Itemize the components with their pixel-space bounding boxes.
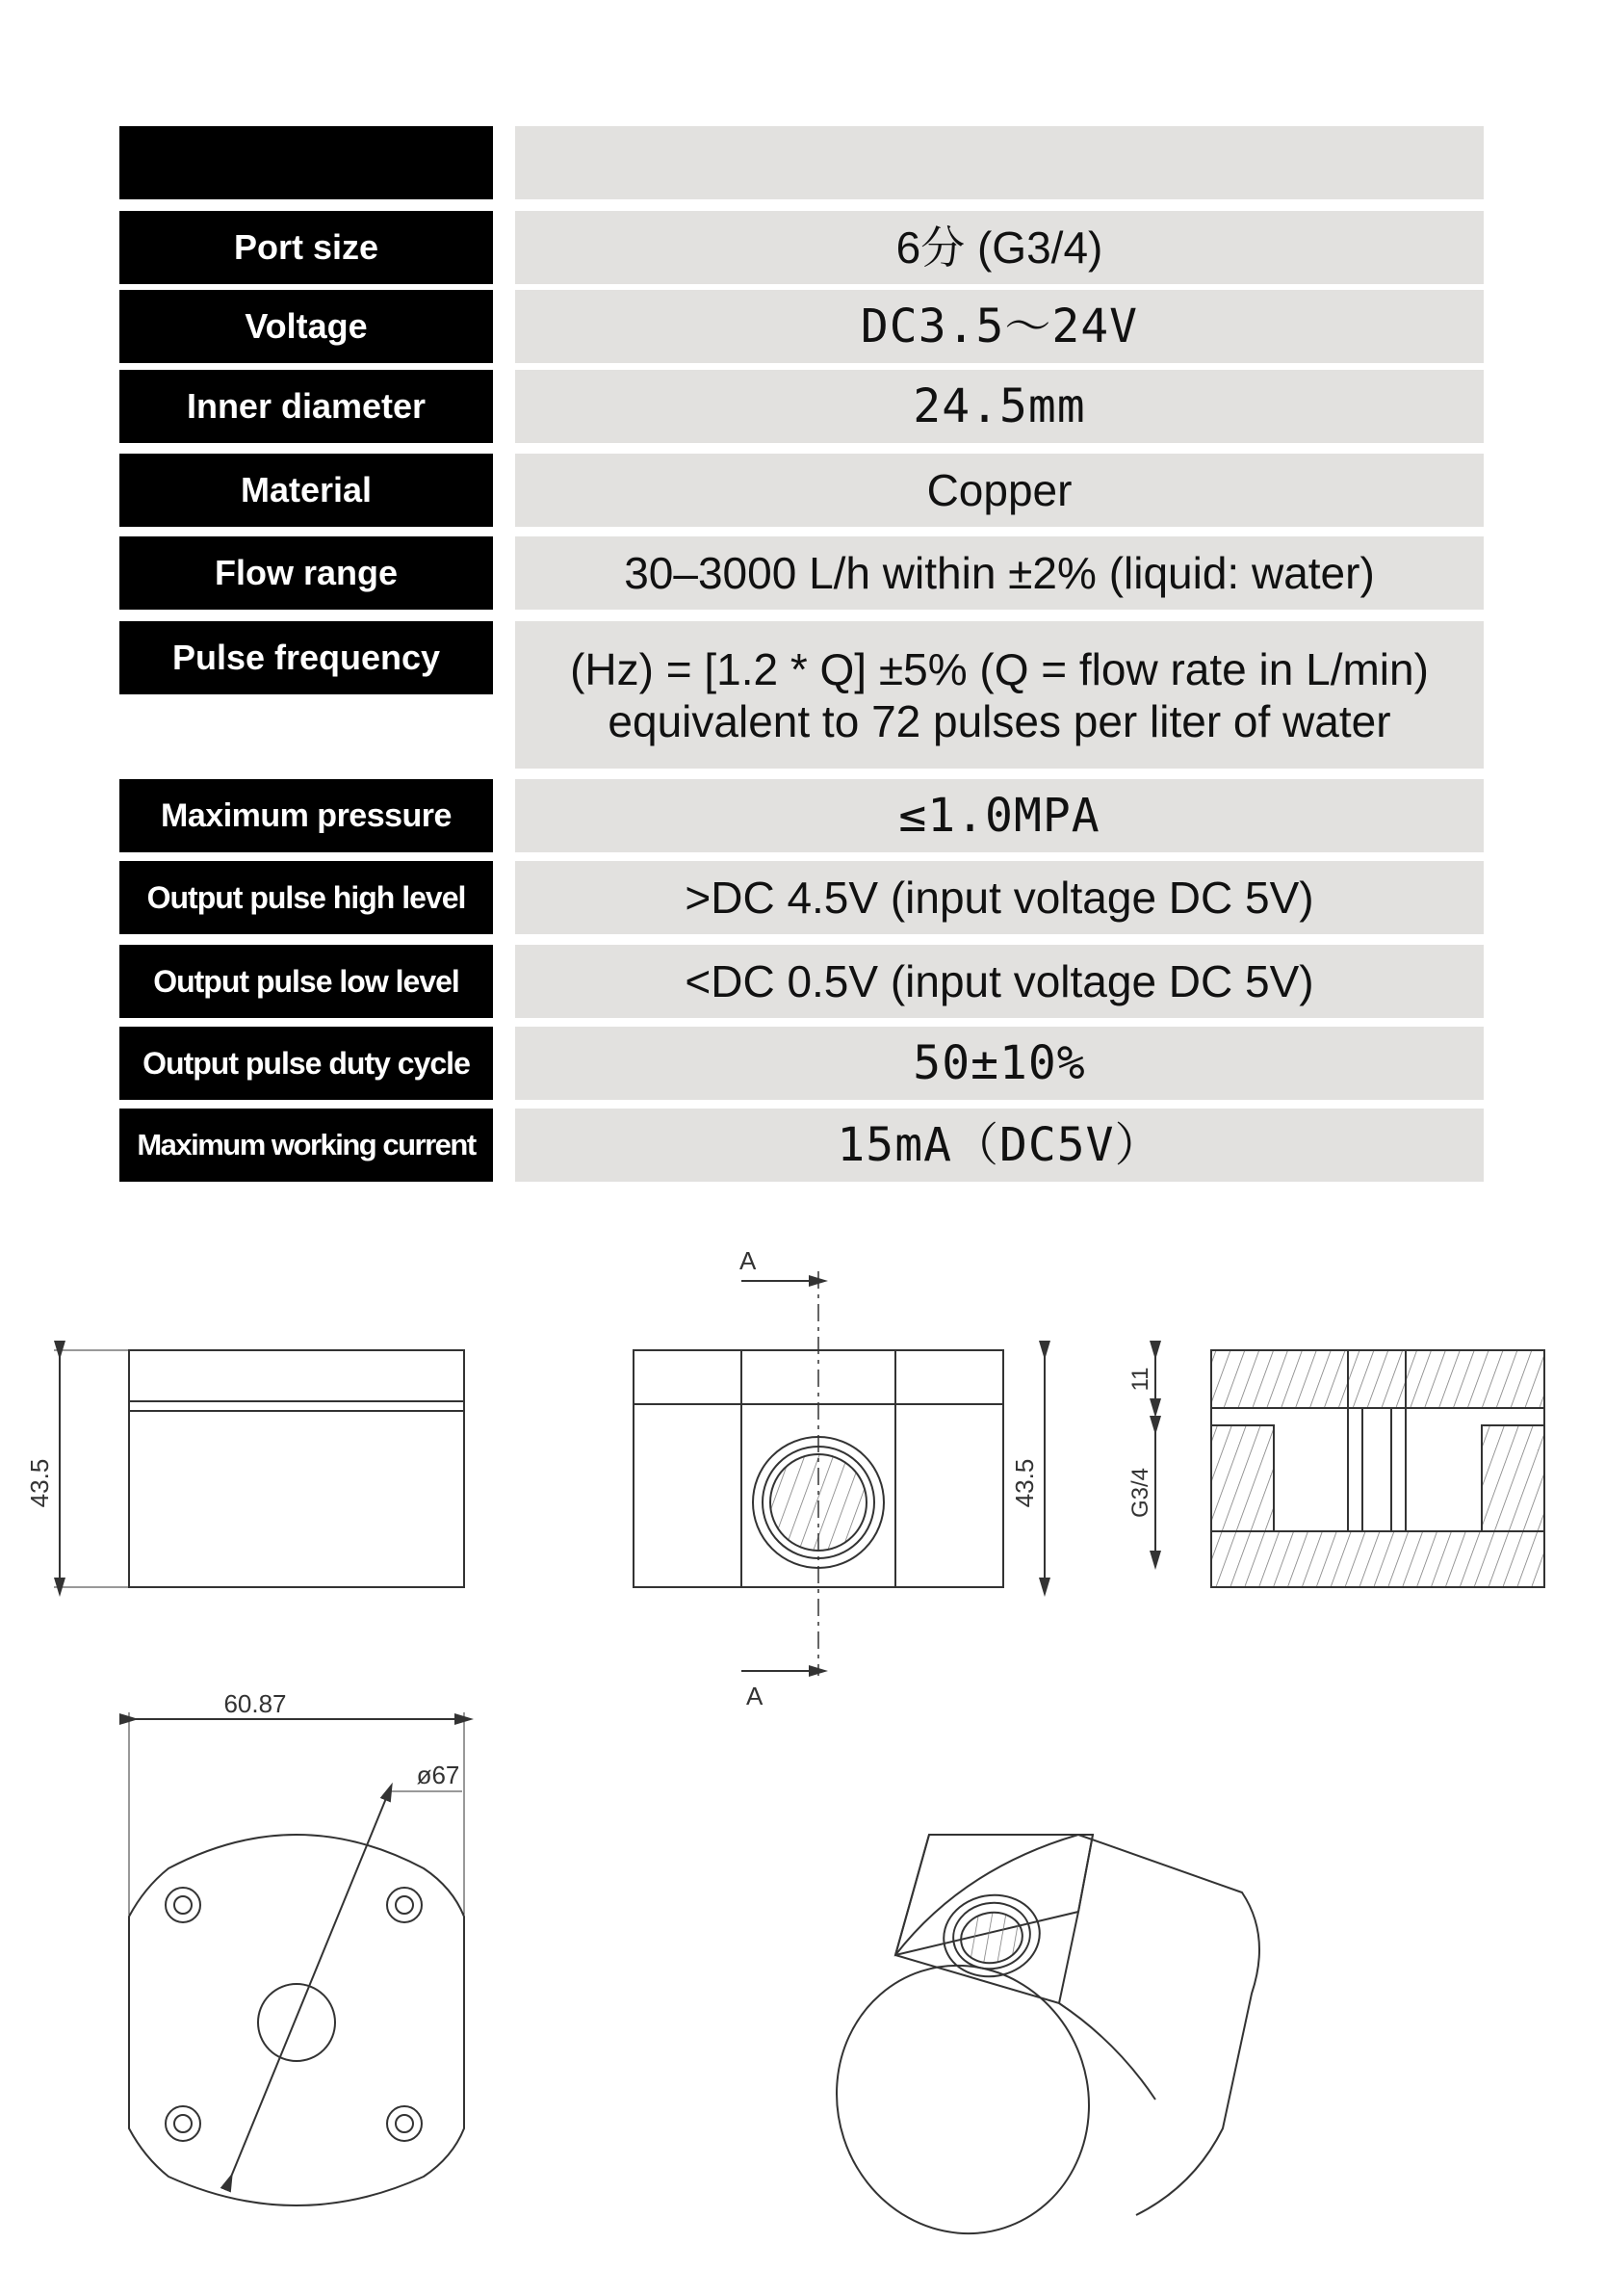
spec-value: 50±10% [515, 1027, 1484, 1100]
header-label-cell [119, 126, 493, 199]
section-top-dim: 11 [1127, 1367, 1153, 1392]
front-view-height-dim: 43.5 [1010, 1458, 1039, 1508]
bottom-view-drawing [129, 1712, 464, 2205]
spec-label: Port size [119, 211, 493, 284]
front-view-drawing [634, 1271, 1045, 1676]
bottom-width-dim: 60.87 [223, 1689, 287, 1718]
spec-label: Output pulse duty cycle [119, 1027, 493, 1100]
spec-label: Output pulse high level [119, 861, 493, 934]
spec-value: Copper [515, 454, 1484, 527]
side-view-height-dim: 43.5 [25, 1458, 54, 1508]
side-view-drawing [54, 1350, 464, 1587]
section-thread-dim: G3/4 [1127, 1467, 1153, 1519]
section-view-drawing [1155, 1350, 1544, 1587]
spec-label: Material [119, 454, 493, 527]
pulse-frequency-line-1: (Hz) = [1.2 * Q] ±5% (Q = flow rate in L/min) [570, 643, 1429, 694]
spec-label: Pulse frequency [119, 621, 493, 694]
spec-label: Maximum pressure [119, 779, 493, 852]
spec-value: DC3.5～24V [515, 290, 1484, 363]
spec-value: >DC 4.5V (input voltage DC 5V) [515, 861, 1484, 934]
spec-value: ≤1.0MPA [515, 779, 1484, 852]
spec-value: 6分 (G3/4) [515, 211, 1484, 284]
spec-label: Maximum working current [119, 1109, 493, 1182]
section-marker-bottom: A [746, 1682, 764, 1710]
header-value-cell [515, 126, 1484, 199]
isometric-view-drawing [802, 1835, 1259, 2266]
spec-value-multiline [515, 621, 1484, 769]
technical-drawings [0, 1223, 1605, 2296]
spec-label: Flow range [119, 536, 493, 610]
spec-value: 15mA（DC5V） [515, 1109, 1484, 1182]
spec-label: Output pulse low level [119, 945, 493, 1018]
spec-value: 30–3000 L/h within ±2% (liquid: water) [515, 536, 1484, 610]
section-marker-top: A [739, 1246, 757, 1275]
bottom-diameter-dim: ø67 [416, 1761, 460, 1789]
spec-label: Voltage [119, 290, 493, 363]
spec-label: Inner diameter [119, 370, 493, 443]
spec-value: <DC 0.5V (input voltage DC 5V) [515, 945, 1484, 1018]
pulse-frequency-line-2: equivalent to 72 pulses per liter of water [608, 695, 1391, 746]
spec-value: 24.5mm [515, 370, 1484, 443]
